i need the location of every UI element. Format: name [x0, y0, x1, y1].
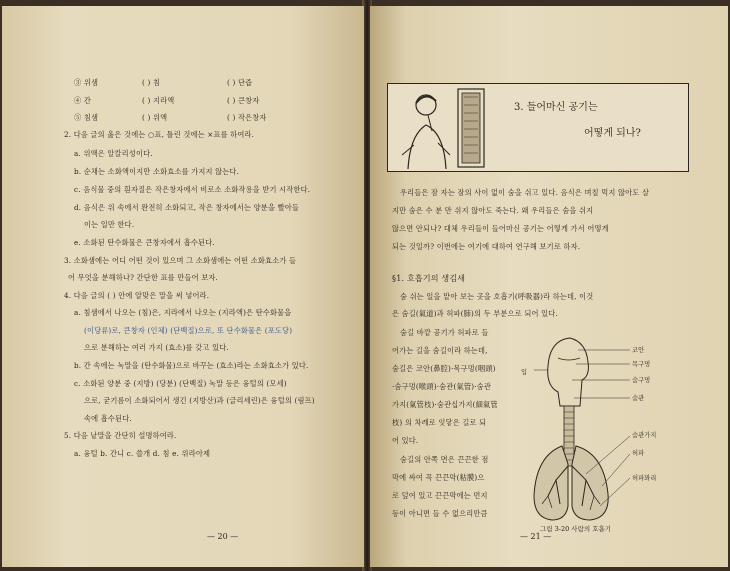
chapter-subtitle: 어떻게 되나?: [584, 128, 641, 139]
option-blank: ( ) 단즙: [227, 78, 253, 87]
respiratory-diagram: [530, 336, 680, 526]
question-item: a. 융털 b. 간니 c. 쓸개 d. 침 e. 위라아제: [74, 449, 211, 458]
question-item: e. 소화된 탄수화물은 큰창자에서 흡수된다.: [74, 238, 215, 247]
illustration-breathing: [388, 85, 498, 169]
option-row: ④ 간: [74, 96, 92, 105]
body-line: 어가는 길을 숨길이라 하는데,: [392, 346, 488, 355]
question-item: c. 음식물 중의 흰자질은 작은창자에서 비로소 소화작용을 받기 시작한다.: [74, 185, 311, 194]
body-line: 로 덮여 있고 끈끈막에는 먼지: [392, 491, 488, 500]
question-item: a. 위액은 알칼리성이다.: [74, 149, 153, 158]
label-lung: 허파: [632, 450, 645, 457]
question-2: 2. 다음 글의 옳은 것에는 ○표, 틀린 것에는 ×표를 하여라.: [64, 130, 255, 139]
body-line: 숨길은 코안(鼻腔)·목구멍(咽頭): [392, 364, 496, 373]
option-row: ⑤ 침샘: [74, 113, 99, 122]
label-mouth: 입: [521, 369, 528, 376]
body-line: 어 있다.: [392, 436, 419, 445]
option-blank: ( ) 침: [142, 78, 161, 87]
question-3: 3. 소화샘에는 어디 어떤 것이 있으며 그 소화샘에는 어떤 소화효소가 들: [64, 256, 297, 265]
body-line: 가지(氣管枝)·숨관십가지(細氣管: [392, 400, 498, 409]
label-pharynx: 목구멍: [632, 361, 651, 368]
question-item: (이당류)로, 큰창자 (인체) (단백질)으로, 또 단수화물은 (포도당): [84, 326, 293, 335]
question-item: b. 간 속에는 녹말을 (탄수화물)으로 바꾸는 (효소)라는 소화효소가 있다.: [74, 361, 309, 370]
body-line: ·숨구멍(喉頭)·숨관(氣管)·숨관: [392, 382, 492, 391]
question-item: d. 음식은 위 속에서 완전히 소화되고, 작은 창자에서는 양분을 빨아들: [74, 203, 299, 212]
question-item: 속에 흡수된다.: [84, 414, 132, 423]
body-line: 등이 아니면 들 수 없으리만큼: [392, 509, 488, 518]
left-page: [2, 6, 364, 567]
label-alveoli: 허파꽈리: [632, 475, 657, 482]
chapter-header: [387, 83, 689, 172]
right-page: [370, 6, 728, 567]
label-bronchi: 숨관가지: [632, 432, 657, 439]
question-4: 4. 다음 글의 ( ) 안에 알맞은 말을 써 넣어라.: [64, 291, 210, 300]
option-blank: ( ) 큰창자: [227, 96, 260, 105]
page-number: — 21 —: [520, 532, 552, 541]
label-trachea: 숨관: [632, 395, 645, 402]
section-text: 숨 쉬는 일을 맡아 보는 곳을 호흡기(呼吸器)라 하는데, 이것: [400, 292, 594, 301]
option-blank: ( ) 위액: [142, 113, 168, 122]
question-item: b. 순채는 소화액이지만 소화효소를 가지지 않는다.: [74, 167, 240, 176]
label-nasal-cavity: 코안: [632, 347, 645, 354]
question-3-cont: 어 무엇을 분해하나? 간단한 표를 만들어 보자.: [68, 273, 219, 282]
question-item: 이는 일만 한다.: [84, 220, 135, 229]
option-blank: ( ) 지라액: [142, 96, 175, 105]
question-item: 으로, 굳기름이 소화되어서 생긴 (지방산)과 (글리세린)은 융털의 (림프): [84, 396, 315, 405]
section-text: 은 숨길(氣道)과 허파(肺)의 두 부분으로 되어 있다.: [392, 309, 558, 318]
figure-caption: 그림 3-20 사람의 호흡기: [540, 525, 612, 533]
section-heading: §1. 호흡기의 생김새: [392, 274, 466, 283]
question-5: 5. 다음 낱말을 간단히 설명하여라.: [64, 431, 177, 440]
body-line: 막에 싸여 꼭 끈끈막(粘膜)으: [392, 473, 485, 482]
chapter-title: 3. 들어마신 공기는: [514, 102, 598, 113]
intro-line: 지만 숨은 수 분 만 쉬지 않아도 죽는다. 왜 우리들은 숨을 쉬지: [392, 206, 594, 215]
body-line: 枝) 의 차례로 잇닿은 길로 되: [392, 418, 487, 427]
intro-line: 우리들은 잠 자는 잠의 사이 없이 숨을 쉬고 있다. 음식은 며칠 먹지 않아도 살: [400, 188, 650, 197]
option-row: ③ 위샘: [74, 78, 99, 87]
intro-line: 되는 것일까? 이번에는 여기에 대하여 연구해 보기로 하자.: [392, 242, 581, 251]
page-number: — 20 —: [207, 532, 239, 541]
question-item: 으로 분해하는 여러 가지 (효소)를 갖고 있다.: [84, 343, 229, 352]
body-line: 숨길의 안쪽 면은 끈끈한 점: [400, 455, 489, 464]
body-line: 숨길 바깥 공기가 허파로 들: [400, 328, 489, 337]
label-larynx: 숨구멍: [632, 377, 651, 384]
question-item: a. 침샘에서 나오는 (침)은, 지라에서 나오는 (지라액)은 탄수화물을: [74, 308, 292, 317]
intro-line: 않으면 안되나? 대체 우리들이 들어마신 공기는 어떻게 가서 어떻게: [392, 224, 609, 233]
question-item: c. 소화된 양분 중 (지방) (당분) (단백질) 녹말 등은 융털의 (모세): [74, 379, 287, 388]
option-blank: ( ) 작은창자: [227, 113, 267, 122]
